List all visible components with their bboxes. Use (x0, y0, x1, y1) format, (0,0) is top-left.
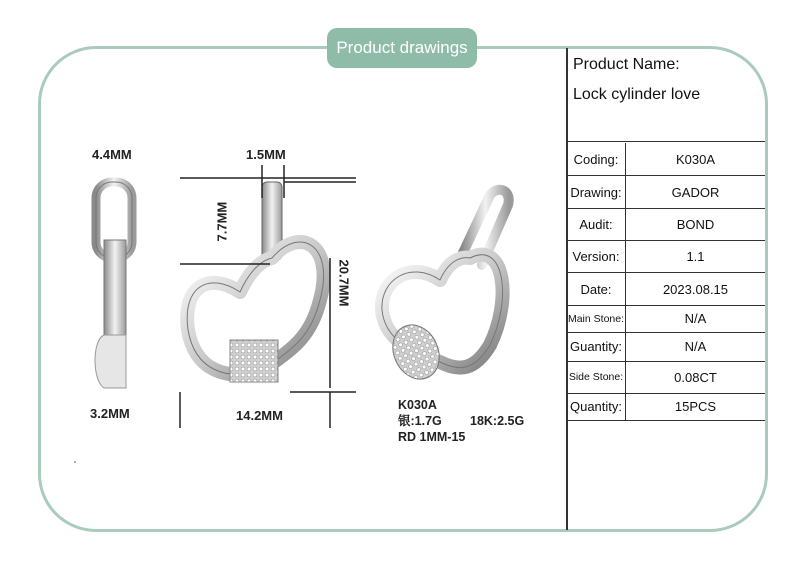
table-row-value: 2023.08.15 (662, 281, 729, 297)
table-row-value: N/A (684, 339, 707, 354)
table-row-label: Side Stone: (567, 361, 626, 393)
table-row-value: GADOR (671, 184, 720, 200)
table-row-label: Drawing: (567, 176, 626, 208)
table-row-label: Audit: (567, 208, 626, 240)
table-row-value: N/A (684, 311, 707, 326)
table-row-value: 0.08CT (674, 369, 717, 385)
perspective-view-drawing (382, 190, 509, 387)
spec-gold: 18K:2.5G (470, 414, 525, 428)
dim-thickness: 3.2MM (90, 406, 130, 421)
product-drawings-badge: Product drawings (327, 28, 477, 68)
table-row-value: K030A (675, 151, 716, 167)
dim-side-width: 4.4MM (92, 147, 132, 162)
dim-height: 20.7MM (336, 259, 352, 307)
dim-bail-height: 7.7MM (214, 201, 230, 242)
dim-width: 14.2MM (236, 408, 283, 423)
table-row-value: 15PCS (674, 399, 717, 414)
front-view-drawing (187, 182, 323, 382)
table-row-value: BOND (676, 216, 715, 232)
table-row-label: Coding: (567, 143, 626, 175)
spec-code: K030A (398, 398, 437, 412)
speck (74, 461, 76, 463)
table-row-value: 1.1 (686, 248, 705, 264)
side-view-drawing (95, 182, 132, 388)
spec-rd: RD 1MM-15 (398, 430, 466, 444)
spec-silver: 银:1.7G (398, 414, 442, 428)
table-row-label: Guantity: (567, 332, 626, 361)
table-row-label: Main Stone: (567, 305, 626, 332)
product-name-value: Lock cylinder love (573, 86, 701, 103)
table-row-label: Quantity: (567, 393, 626, 420)
table-row-label: Version: (567, 240, 626, 272)
dim-bail-width: 1.5MM (246, 147, 286, 162)
product-name-label: Product Name: (573, 56, 680, 73)
table-row-label: Date: (567, 273, 626, 305)
